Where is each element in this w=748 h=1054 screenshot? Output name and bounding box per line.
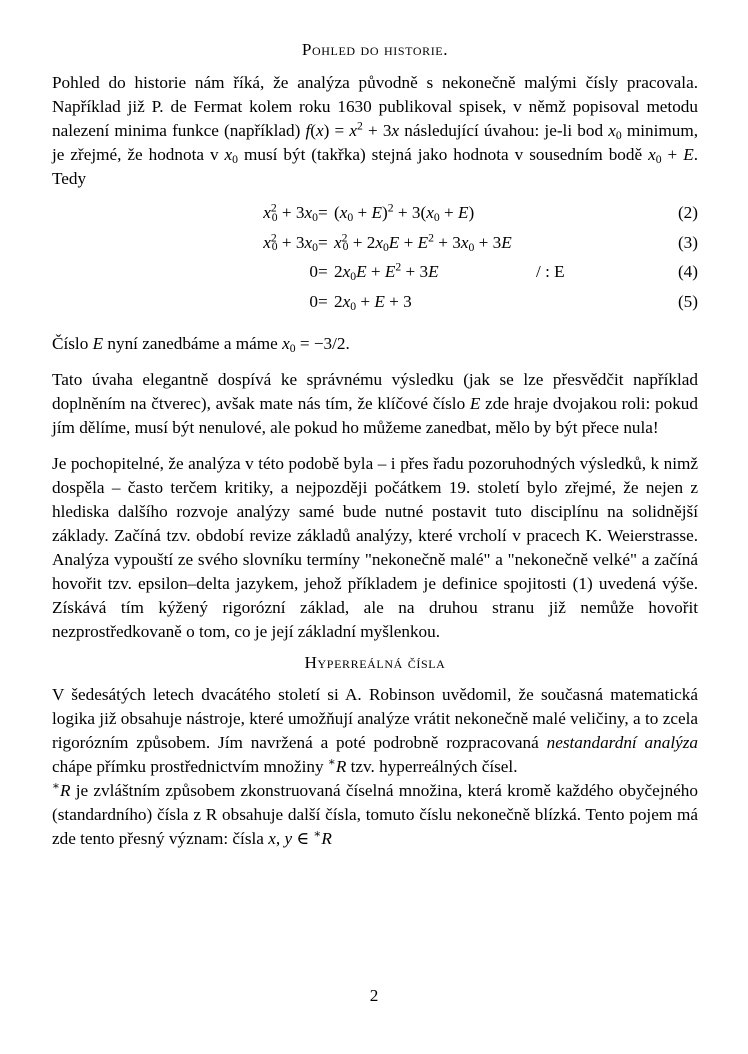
equation-number: (2)	[677, 203, 698, 222]
equation-number: (3)	[677, 232, 698, 252]
math-x0: x	[608, 121, 616, 140]
paragraph-robinson: V šedesátých letech dvacátého století si A. Robinson uvědomil, že současná matematická logika již obsahuje nástroje, které umožňují analýze vrátit nekonečně malé veličiny, a to zcela rigorózním způsobem. Jím navržená a poté podrobně rozpracovaná nestandardní analýza chápe přímku prostřednictvím množiny ∗R tzv. hyperreálných čísel.	[52, 685, 699, 776]
equation-block	[52, 201, 698, 319]
emphasis-term: nestandardní analýza	[546, 733, 699, 752]
equation-number: (5)	[677, 291, 698, 311]
math-fx: $f(x) = x^2 + 3x$	[305, 119, 400, 140]
equation-3: $x^2_0 + 3x_0$ = $x^2_0 + 2x_0E + E^2 + 3x_0 + 3E$ (3)	[263, 231, 698, 254]
equation-rhs: $(x_0 + E)^2 + 3(x_0 + E)$	[334, 201, 475, 224]
section-heading-hyperreal: Hyperreálná čísla	[304, 653, 446, 672]
paragraph-critique: Tato úvaha elegantně dospívá ke správnému výsledku (jak se lze přesvědčit například doplněním na čtverec), avšak mate nás tím, že klíčové číslo E zde hraje dvojakou roli: pokud jím dělíme, musí být nenulové, ale pokud ho můžeme zanedbat, mělo by být přece nula!	[52, 370, 698, 437]
equation-2: $x^2_0 + 3x_0$ = $(x_0 + E)^2 + 3(x_0 + E)$ (2)	[263, 201, 698, 224]
equation-lhs: $x^2_0 + 3x_0$	[263, 231, 318, 254]
math-star-r: ∗R	[52, 779, 71, 800]
equation-rhs: $2x_0 + E + 3$	[334, 291, 412, 313]
math-star-r: ∗R	[327, 755, 347, 776]
paragraph-neglect: Číslo E nyní zanedbáme a máme $x_0 = -3/2$.	[52, 334, 350, 355]
math-result: $x_0 = -3/2$.	[282, 334, 350, 355]
paragraph-history-revision: Je pochopitelné, že analýza v této podobě byla – i přes řadu pozoruhodných výsledků, k nimž dospěla – často terčem kritiky, a nejpozději počátkem 19. století bylo zřejmé, že nejen z hlediska dalšího rozvoje analýzy samé bude nutné postavit tuto disciplínu na solidnější základy. Začíná tzv. období revize základů analýzy, které vrcholí v pracech K. Weierstrasse. Analýza vypouští ze svého slovníku termíny "nekonečně malé" a "nekonečně velké" a začíná hovořit tzv. epsilon–delta jazykem, jehož příkladem je definice spojitosti (1) uvedená výše. Získává tím kýžený rigorózní základ, ale na druhou stranu již nemůže hovořit nezprostředkovaně o tom, co je její základní myšlenkou.	[52, 454, 698, 641]
equation-4: 0 = $2x_0E + E^2 + 3E$ / : E (4)	[309, 260, 698, 283]
section-heading-history: Pohled do historie.	[301, 40, 449, 59]
page-number: 2	[369, 986, 379, 1005]
paragraph-intro: Pohled do historie nám říká, že analýza původně s nekonečně malými čísly pracovala. Například již P. de Fermat kolem roku 1630 publikoval spisek, v němž popisoval metodu nalezení minima funkce (například) $f(x) = x^2 + 3x$ následující úvahou: je-li bod $x_0$ minimum, je zřejmé, že hodnota v $x_0$ musí být (takřka) stejná jako hodnota v sousedním bodě $x_0 + E$. Tedy	[52, 73, 698, 188]
equation-rhs: $2x_0E + E^2 + 3E$	[334, 260, 439, 283]
equation-5: 0 = $2x_0 + E + 3$ (5)	[309, 291, 698, 313]
equation-lhs: 0	[309, 262, 318, 281]
equation-rhs: $x^2_0 + 2x_0E + E^2 + 3x_0 + 3E$	[334, 231, 512, 254]
equation-operation: / : E	[536, 262, 565, 281]
equation-lhs: 0	[309, 291, 318, 311]
math-x0: x	[224, 145, 233, 164]
equation-number: (4)	[677, 262, 698, 281]
equation-lhs: $x^2_0 + 3x_0$	[263, 201, 318, 224]
math-x0-plus-e: $x_0 + E$	[648, 145, 694, 166]
paragraph-star-r-definition: ∗R je zvláštním způsobem zkonstruovaná číselná množina, která kromě každého obyčejného (standardního) čísla z R obsahuje další čísla, tomuto číslu nekonečně blízká. Tento pojem má zde tento přesný význam: čísla x, y ∈ ∗R	[52, 779, 698, 848]
page-content	[52, 38, 698, 851]
math-x-y-in-star-r: x, y ∈ ∗R	[268, 827, 332, 848]
